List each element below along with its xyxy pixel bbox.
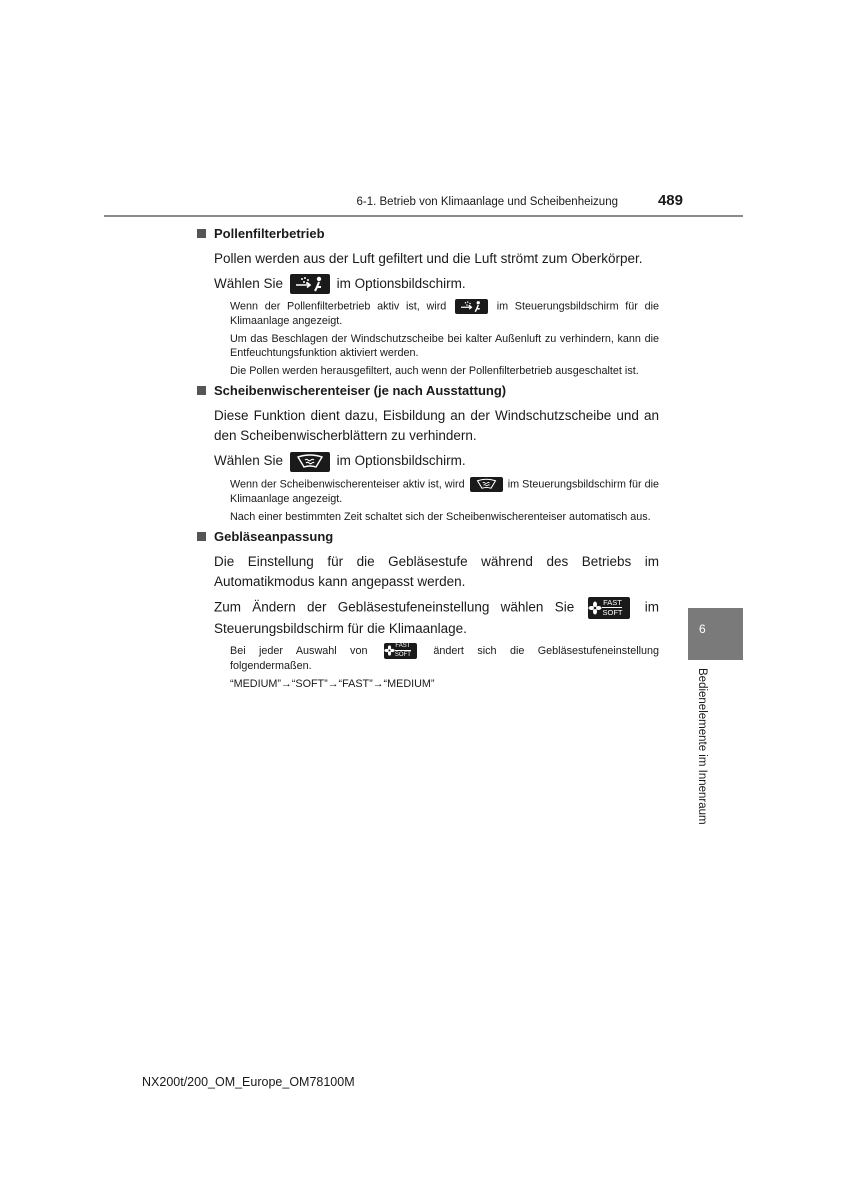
section-heading-blower: Gebläseanpassung [197, 528, 659, 546]
section-heading-pollen: Pollenfilterbetrieb [197, 225, 659, 243]
chapter-side-label: Bedienelemente im Innenraum [696, 668, 708, 825]
document-footer: NX200t/200_OM_Europe_OM78100M [142, 1075, 355, 1089]
wiper-description: Diese Funktion dient dazu, Eisbildung an der Windschutzscheibe und an den Scheibenwischerblättern zu verhindern. [214, 408, 659, 444]
pollen-note-defog: Um das Beschlagen der Windschutzscheibe bei kalter Außenluft zu verhindern, kann die Entfeuchtungsfunktion aktiviert werden. [230, 333, 659, 360]
page-number: 489 [657, 192, 683, 209]
fast-soft-button-icon: FAST SOFT [588, 597, 630, 619]
chapter-tab: 6 [688, 608, 743, 660]
running-header: 6-1. Betrieb von Klimaanlage und Scheibenheizung [356, 196, 618, 208]
pollen-filter-button-icon [290, 274, 330, 294]
bullet-square-icon [197, 229, 206, 238]
bullet-square-icon [197, 532, 206, 541]
blower-sequence: “MEDIUM”→“SOFT”→“FAST”→“MEDIUM” [230, 677, 435, 690]
blower-description: Die Einstellung für die Gebläsestufe während des Betriebs im Automatikmodus kann angepasst werden. [214, 553, 659, 589]
fan-icon [384, 645, 395, 656]
section-heading-wiper-deicer: Scheibenwischerenteiser (je nach Ausstattung) [197, 382, 659, 400]
blower-note-selection: Bei jeder Auswahl von FAST SOFT ändert sich die Gebläsestufeneinstellung folgendermaßen. [230, 643, 660, 672]
pollen-note-active: Wenn der Pollenfilterbetrieb aktiv ist, wird im Steuerungsbildschirm für die Klimaanlage angezeigt. [230, 300, 659, 328]
pollen-note-filtered: Die Pollen werden herausgefiltert, auch wenn der Pollenfilterbetrieb ausgeschaltet ist. [230, 365, 639, 378]
bullet-square-icon [197, 386, 206, 395]
header-rule [104, 215, 743, 217]
wiper-deicer-button-icon [290, 452, 330, 472]
wiper-select-instruction: Wählen Sie im Optionsbildschirm. [214, 451, 659, 471]
page-content [197, 225, 659, 695]
pollen-select-instruction: Wählen Sie im Optionsbildschirm. [214, 274, 659, 294]
pollen-filter-indicator-icon [455, 299, 488, 314]
wiper-note-auto-off: Nach einer bestimmten Zeit schaltet sich der Scheibenwischerenteiser automatisch aus. [230, 510, 651, 523]
fan-icon [588, 601, 602, 615]
wiper-note-active: Wenn der Scheibenwischerenteiser aktiv ist, wird im Steuerungsbildschirm für die Klimaanlage angezeigt. [230, 478, 660, 505]
wiper-deicer-indicator-icon [470, 477, 503, 492]
pollen-description: Pollen werden aus der Luft gefiltert und die Luft strömt zum Oberkörper. [214, 251, 643, 266]
fast-soft-indicator-icon: FAST SOFT [384, 643, 417, 659]
blower-select-instruction: Zum Ändern der Gebläsestufeneinstellung wählen Sie FAST SOFT im Steuerungsbildschirm für die Klimaanlage. [214, 597, 659, 636]
